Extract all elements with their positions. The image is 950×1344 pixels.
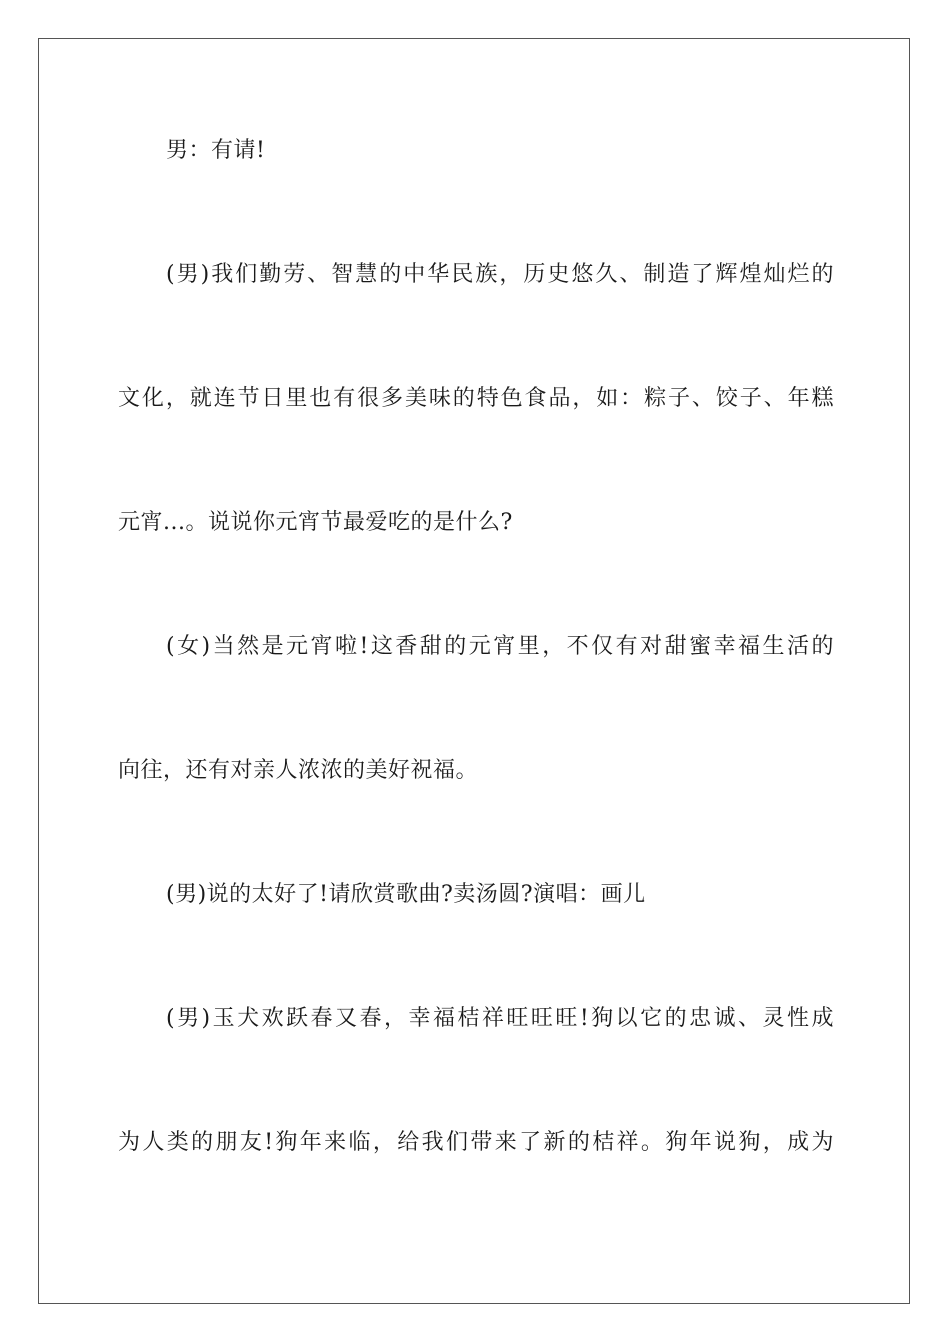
text-line-7: (男)说的太好了!请欣赏歌曲?卖汤圆?演唱：画儿 — [166, 882, 646, 907]
text-line-1: 男：有请! — [166, 138, 266, 163]
text-line-5: (女)当然是元宵啦!这香甜的元宵里，不仅有对甜蜜幸福生活的 — [166, 634, 834, 659]
text-line-8: (男)玉犬欢跃春又春，幸福桔祥旺旺旺!狗以它的忠诚、灵性成 — [166, 1006, 834, 1031]
text-line-2: (男)我们勤劳、智慧的中华民族，历史悠久、制造了辉煌灿烂的 — [166, 262, 834, 287]
page-frame — [38, 38, 910, 1304]
text-line-9: 为人类的朋友!狗年来临，给我们带来了新的桔祥。狗年说狗，成为 — [118, 1130, 834, 1155]
text-line-3: 文化，就连节日里也有很多美味的特色食品，如：粽子、饺子、年糕 — [118, 386, 834, 411]
text-line-6: 向往，还有对亲人浓浓的美好祝福。 — [118, 758, 479, 783]
text-line-4: 元宵...。说说你元宵节最爱吃的是什么? — [118, 510, 513, 535]
